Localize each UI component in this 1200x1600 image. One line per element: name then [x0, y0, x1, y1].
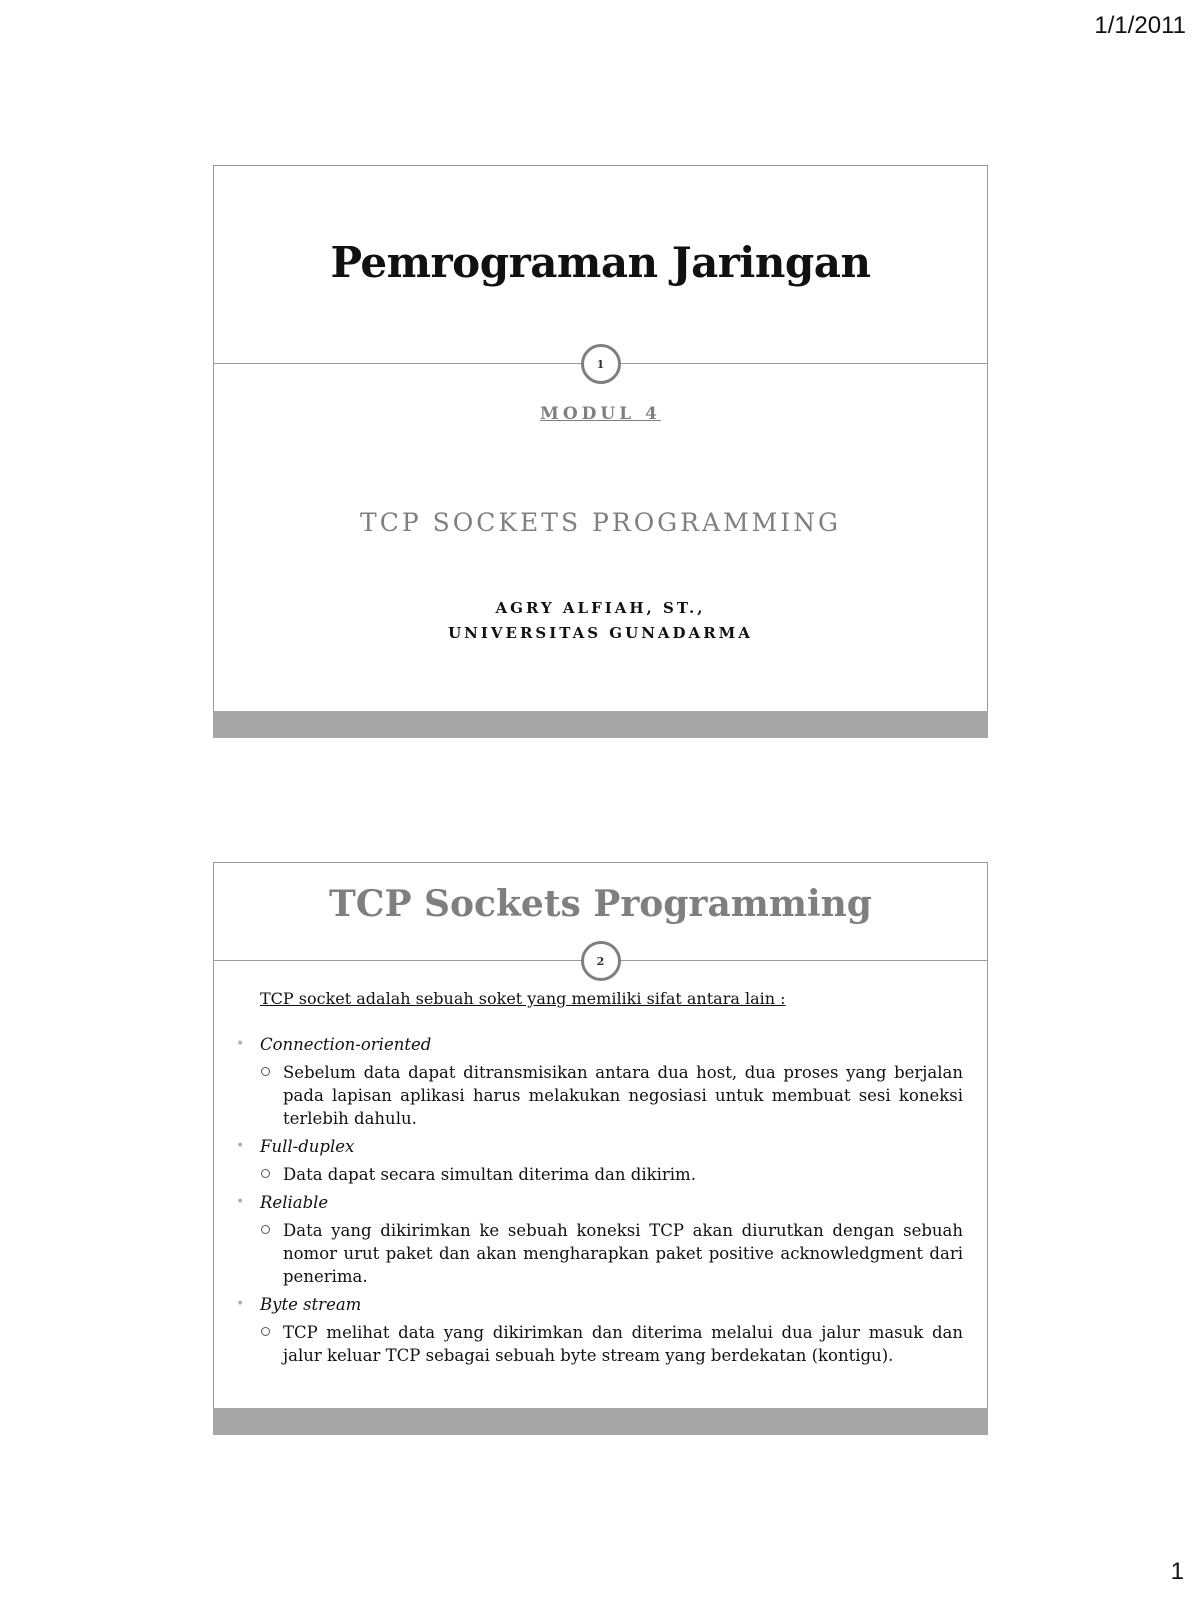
slide-number-badge: 1 — [581, 344, 621, 384]
bullet-icon: • — [236, 1138, 245, 1154]
slide-2 — [213, 862, 988, 1435]
description-text: Sebelum data dapat ditransmisikan antara dua host, dua proses yang berjalan pada lapisan aplikasi harus melakukan negosiasi untuk membuat sesi koneksi terlebih dahulu. — [283, 1063, 963, 1128]
intro-text: TCP socket adalah sebuah soket yang memiliki sifat antara lain : — [260, 989, 786, 1008]
circle-bullet-icon — [261, 1225, 270, 1234]
slide-subtitle: TCP SOCKETS PROGRAMMING — [360, 508, 841, 537]
description-text: Data yang dikirimkan ke sebuah koneksi TCP akan diurutkan dengan sebuah nomor urut paket dan akan mengharapkan paket positive acknowledgment dari penerima. — [283, 1221, 963, 1286]
bullet-icon: • — [236, 1036, 245, 1052]
circle-bullet-icon — [261, 1067, 270, 1076]
circle-bullet-icon — [261, 1327, 270, 1336]
list-item-description — [234, 1163, 963, 1186]
heading-text: Reliable — [260, 1193, 329, 1212]
property-list — [234, 1033, 963, 1372]
slide-title: Pemrograman Jaringan — [330, 238, 871, 287]
list-item-heading — [234, 1135, 963, 1158]
list-item-description — [234, 1321, 963, 1367]
author-block — [214, 596, 987, 646]
list-item-description — [234, 1219, 963, 1288]
module-label: MODUL 4 — [540, 404, 661, 424]
slide-number-badge: 2 — [581, 941, 621, 981]
heading-text: Connection-oriented — [260, 1035, 432, 1054]
description-text: TCP melihat data yang dikirimkan dan diterima melalui dua jalur masuk dan jalur keluar TCP sebagai sebuah byte stream yang berdekatan (kontigu). — [283, 1323, 963, 1365]
page-date: 1/1/2011 — [1094, 12, 1186, 39]
slide-title: TCP Sockets Programming — [329, 883, 872, 925]
list-item-heading — [234, 1293, 963, 1316]
bullet-icon: • — [236, 1296, 245, 1312]
author-name: AGRY ALFIAH, ST., — [495, 599, 706, 617]
list-item-heading — [234, 1033, 963, 1056]
circle-bullet-icon — [261, 1169, 270, 1178]
slide-footer-bar — [213, 711, 988, 738]
heading-text: Full-duplex — [260, 1137, 355, 1156]
heading-text: Byte stream — [260, 1295, 362, 1314]
description-text: Data dapat secara simultan diterima dan dikirim. — [283, 1165, 696, 1184]
author-affiliation: UNIVERSITAS GUNADARMA — [448, 624, 753, 642]
slide-1 — [213, 165, 988, 738]
slide-footer-bar — [213, 1408, 988, 1435]
bullet-icon: • — [236, 1194, 245, 1210]
list-item-description — [234, 1061, 963, 1130]
list-item-heading — [234, 1191, 963, 1214]
page-number: 1 — [1170, 1558, 1184, 1585]
